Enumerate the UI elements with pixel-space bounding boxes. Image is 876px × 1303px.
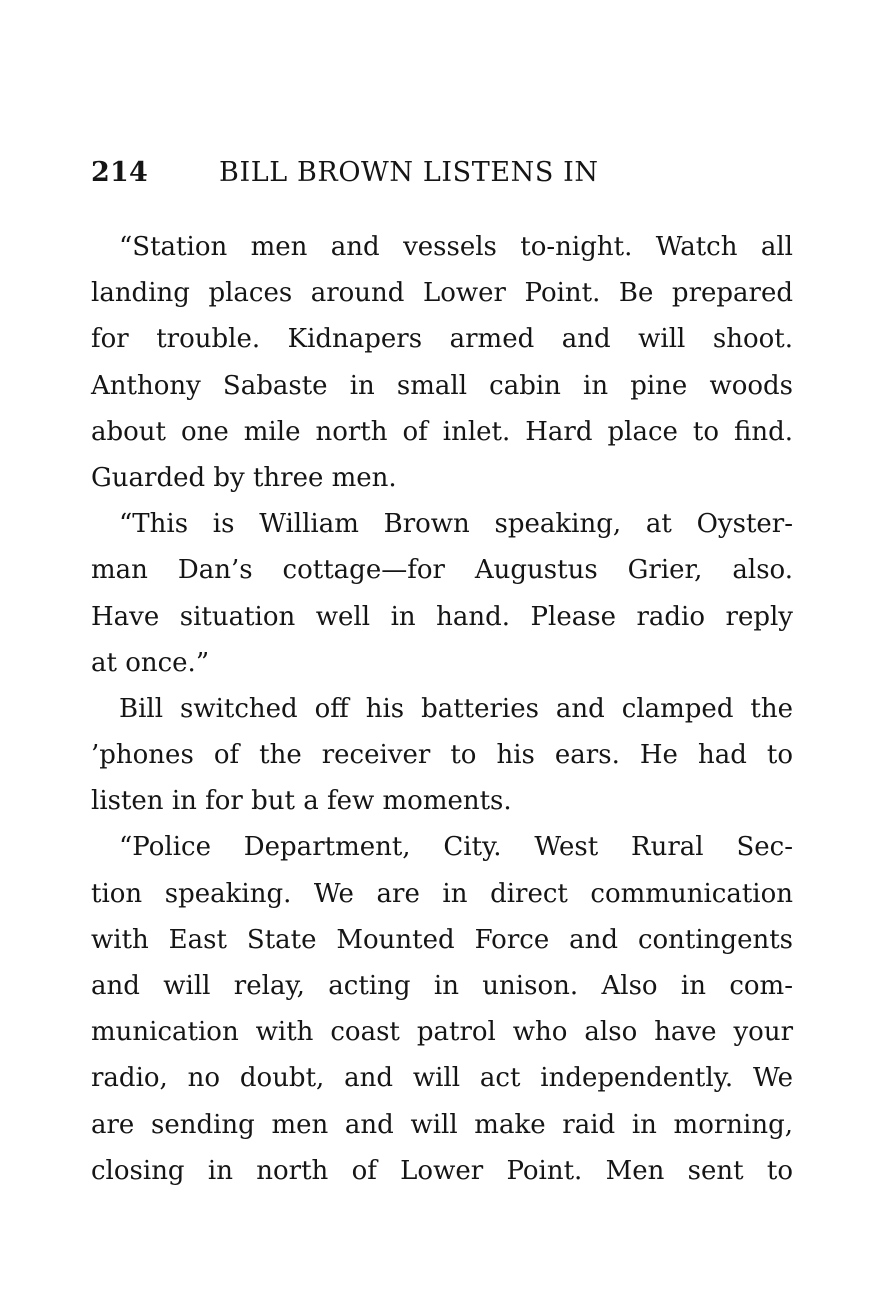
text-line: Anthony Sabaste in small cabin in pine woods bbox=[91, 370, 793, 401]
text-line: munication with coast patrol who also have your bbox=[91, 1017, 793, 1048]
text-line: radio, no doubt, and will act independently. We bbox=[91, 1063, 793, 1094]
page-header bbox=[91, 152, 791, 194]
text-line: with East State Mounted Force and contingents bbox=[91, 924, 793, 955]
text-line: man Dan’s cottage—for Augustus Grier, also. bbox=[91, 555, 793, 586]
text-line: Guarded by three men. bbox=[91, 462, 397, 493]
text-line: Have situation well in hand. Please radio reply bbox=[91, 601, 793, 632]
text-line: Bill switched off his batteries and clamped the bbox=[119, 693, 793, 724]
text-line: “Police Department, City. West Rural Sec- bbox=[119, 832, 793, 863]
text-line: and will relay, acting in unison. Also in com- bbox=[91, 971, 793, 1001]
text-line: about one mile north of inlet. Hard place to find. bbox=[91, 416, 793, 447]
text-line: for trouble. Kidnapers armed and will shoot. bbox=[91, 324, 793, 355]
text-line: ’phones of the receiver to his ears. He had to bbox=[91, 740, 793, 771]
text-line: are sending men and will make raid in morning, bbox=[91, 1109, 793, 1140]
text-line: closing in north of Lower Point. Men sent to bbox=[91, 1155, 793, 1186]
text-line: “This is William Brown speaking, at Oyster- bbox=[119, 509, 793, 540]
text-line: “Station men and vessels to-night. Watch all bbox=[119, 232, 793, 262]
body-text bbox=[91, 224, 793, 1194]
text-line: tion speaking. We are in direct communication bbox=[91, 878, 793, 909]
text-line: landing places around Lower Point. Be prepared bbox=[91, 278, 793, 309]
page-number: 214 bbox=[91, 157, 148, 188]
text-line: at once.” bbox=[91, 647, 210, 678]
text-line: listen in for but a few moments. bbox=[91, 786, 512, 817]
running-title: BILL BROWN LISTENS IN bbox=[219, 157, 599, 188]
